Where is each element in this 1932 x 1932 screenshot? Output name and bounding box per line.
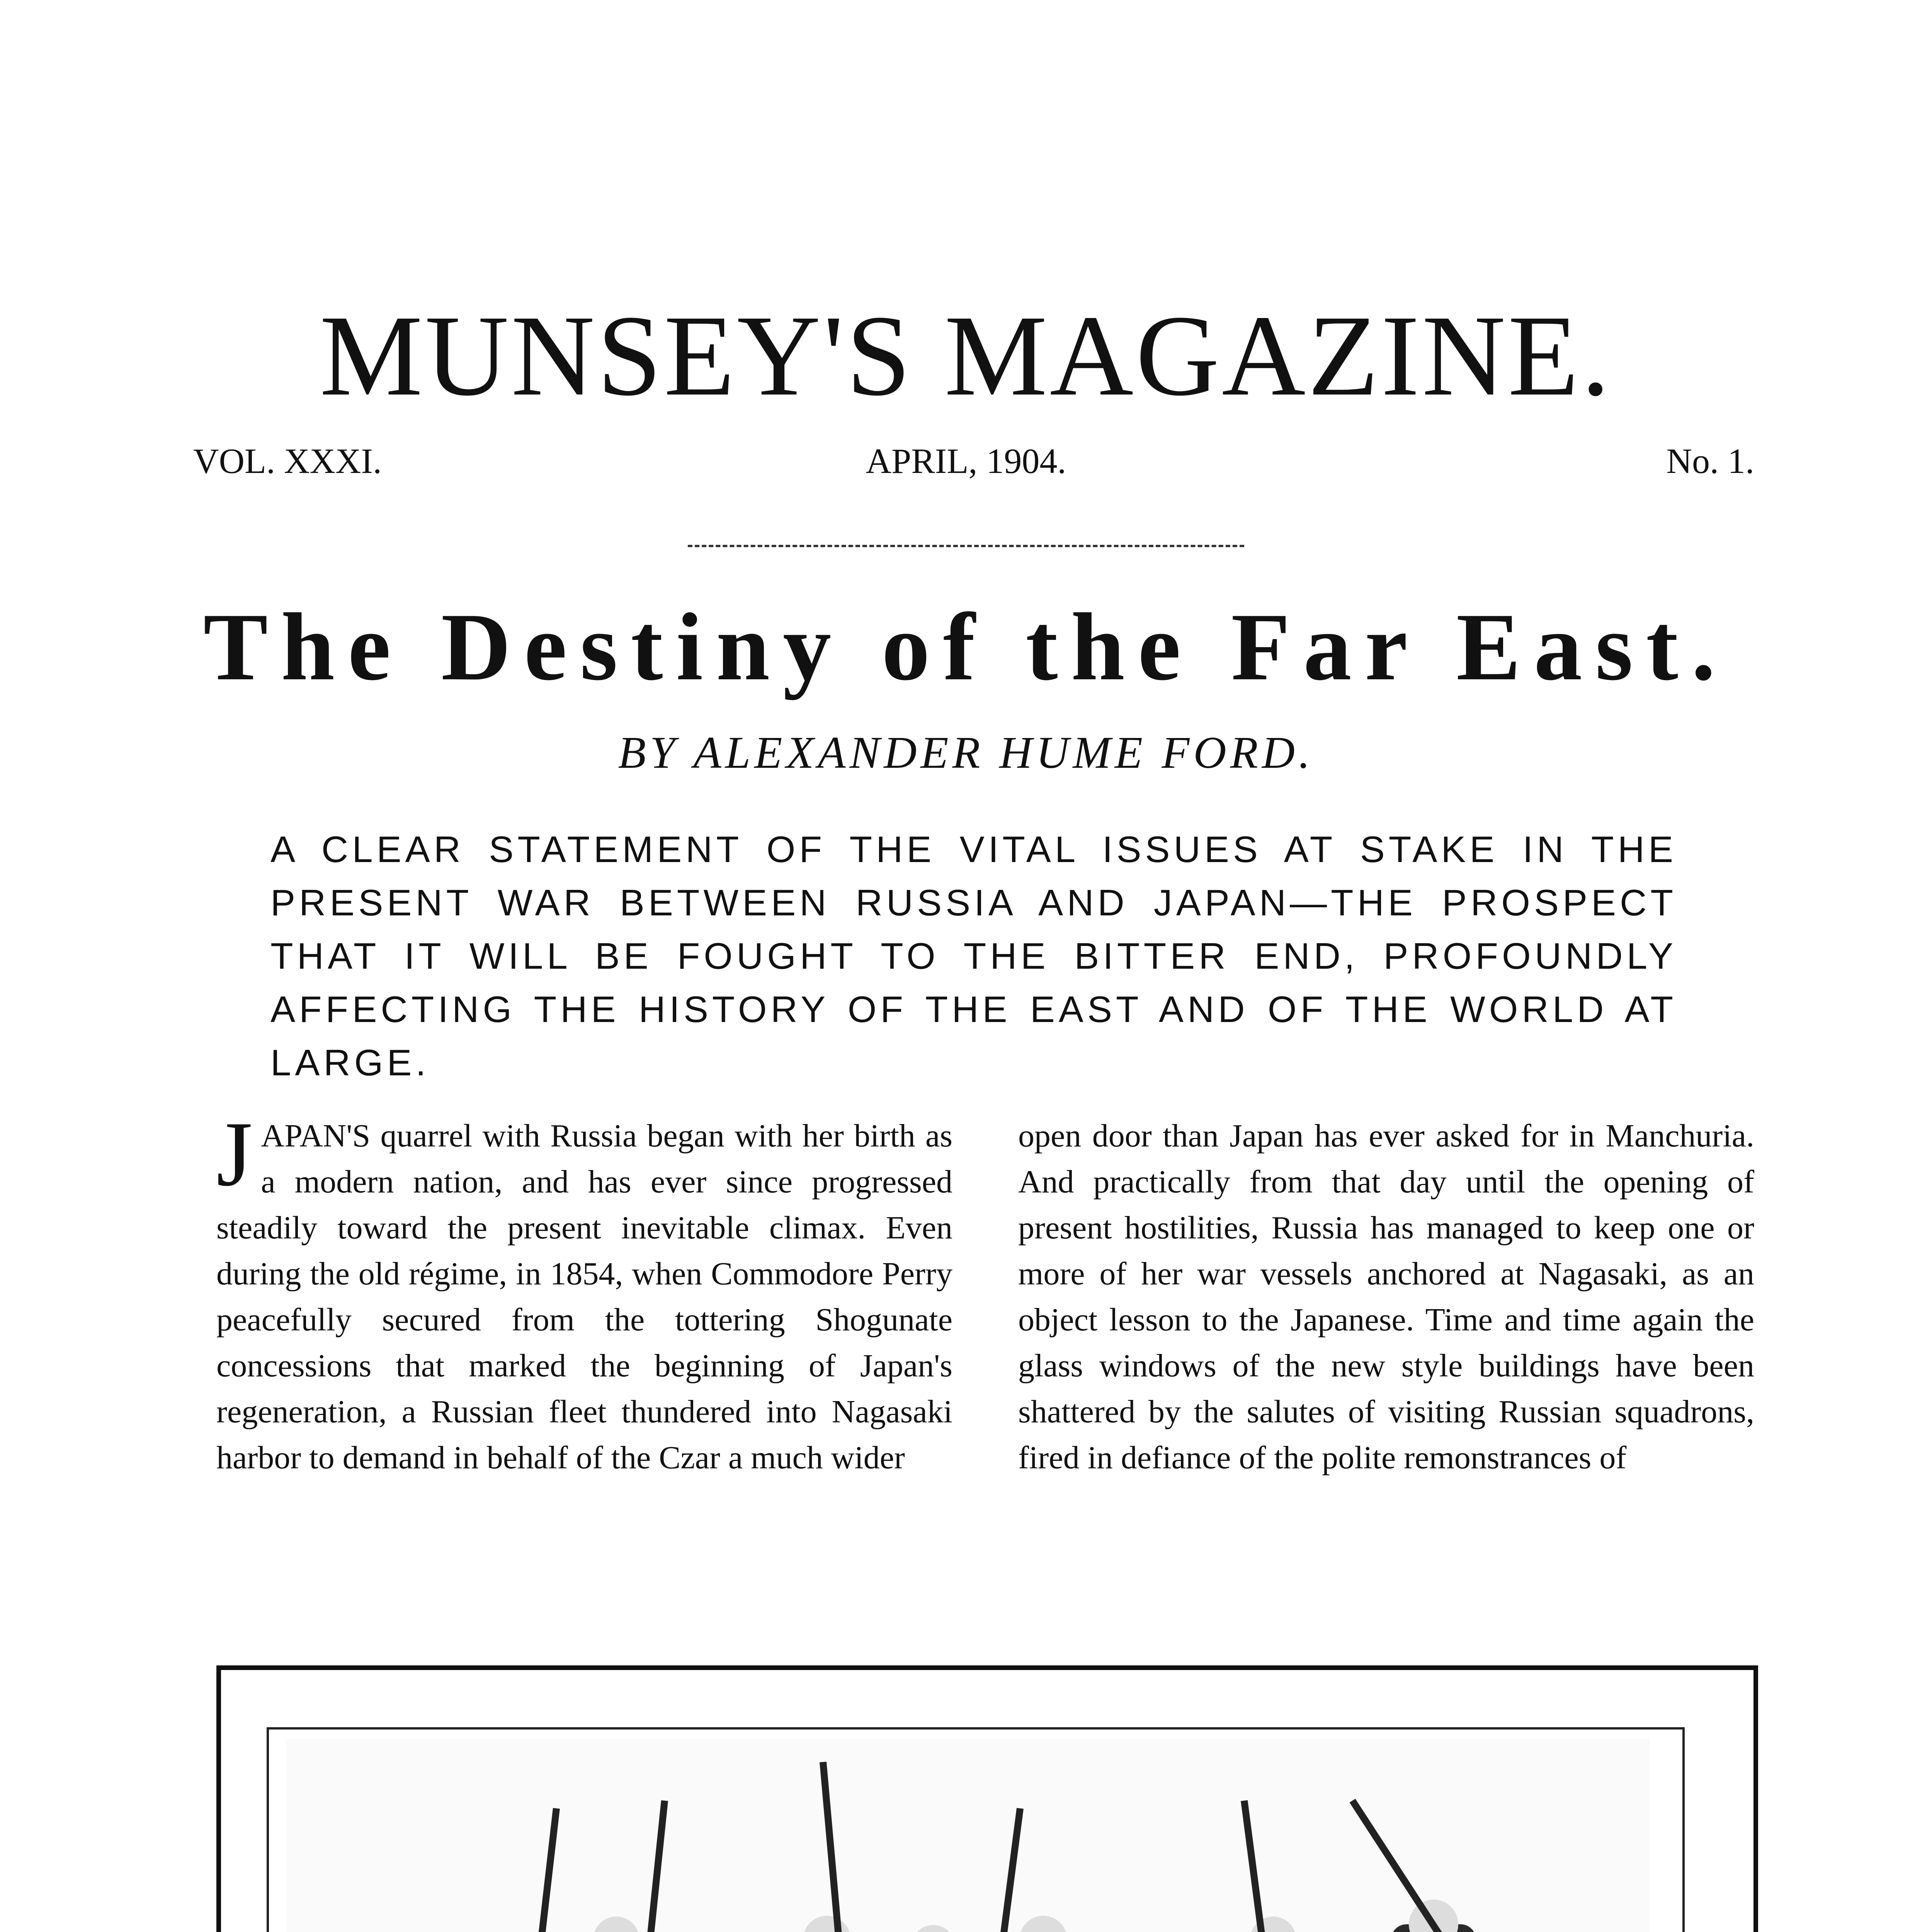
drop-cap: J xyxy=(216,1113,253,1205)
header-divider xyxy=(688,545,1244,547)
article-title: The Destiny of the Far East. xyxy=(203,594,1729,701)
article-deck: A CLEAR STATEMENT OF THE VITAL ISSUES AT STAKE IN THE PRESENT WAR BETWEEN RUSSIA AND JAPAN—THE PROSPECT THAT IT WILL BE FOUGHT TO THE BITTER END, PROFOUNDLY AFFECTING THE HISTORY OF THE EAST AND OF THE WORLD AT LARGE. xyxy=(270,829,1677,1083)
article-body xyxy=(216,1113,1754,1623)
volume-label: VOL. XXXI. xyxy=(193,441,382,481)
issue-line xyxy=(0,440,1932,487)
body-column-2: open door than Japan has ever asked for in Manchuria. And practically from that day until the opening of present hostilities, Russia has managed to keep one or more of her war vessels anchored at Nagasaki, as an object lesson to the Japanese. Time and time again the glass windows of the new style buildings have been shattered by the salutes of visiting Russian squadrons, fired in defiance of the polite remonstrances of xyxy=(1018,1118,1754,1476)
column-1-text: APAN'S quarrel with Russia began with her birth as a modern nation, and has ever since progressed steadily toward the present inevitable climax. Even during the old régime, in 1854, when Commodore Perry peacefully secured from the tottering Shogunate concessions that marked the beginning of Japan's regeneration, a Russian fleet thundered into Nagasaki harbor to demand in behalf of the Czar a much wider xyxy=(216,1118,952,1476)
magazine-title: MUNSEY'S MAGAZINE. xyxy=(320,291,1612,420)
article-byline: BY ALEXANDER HUME FORD. xyxy=(618,727,1314,778)
russian-infantry-march-photo-icon xyxy=(286,1739,1650,1932)
issue-number: No. 1. xyxy=(1666,441,1754,481)
body-column-1 xyxy=(216,1113,952,1623)
issue-date: APRIL, 1904. xyxy=(866,441,1066,481)
